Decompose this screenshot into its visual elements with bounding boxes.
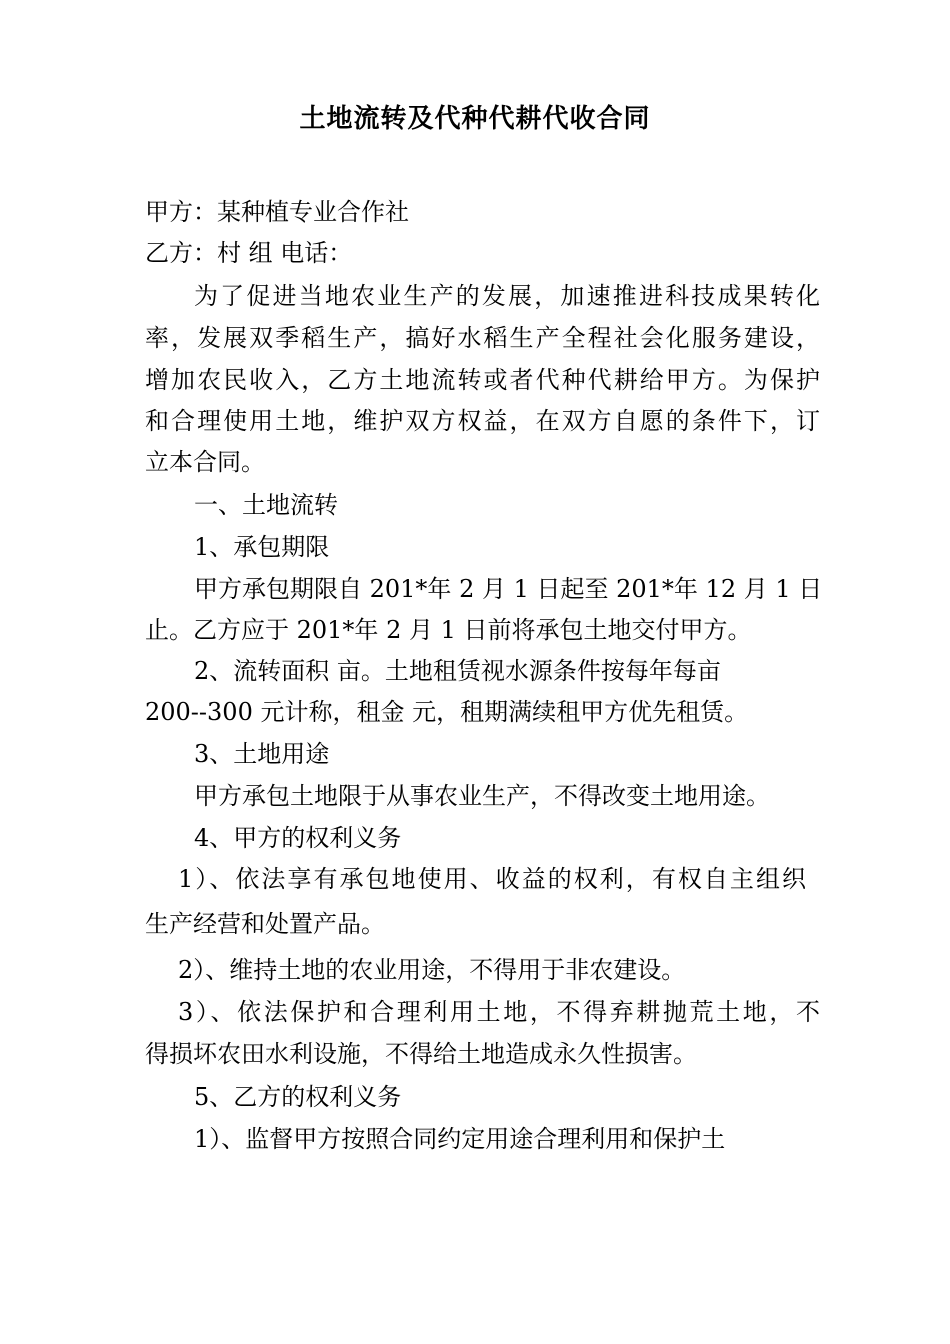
item-3-text: 甲方承包土地限于从事农业生产，不得改变土地用途。 <box>194 782 770 810</box>
item-1-line-1: 甲方承包期限自 201*年 2 月 1 日起至 201*年 12 月 1 日 <box>194 575 823 603</box>
intro-line-4: 和合理使用土地，维护双方权益，在双方自愿的条件下，订 <box>145 407 820 435</box>
item-4-3-line-2: 得损坏农田水利设施，不得给土地造成永久性损害。 <box>145 1040 697 1068</box>
document-title: 土地流转及代种代耕代收合同 <box>299 104 651 134</box>
section-1-heading: 一、土地流转 <box>194 491 338 519</box>
item-4-1-line-2: 生产经营和处置产品。 <box>145 910 385 938</box>
intro-line-1: 为了促进当地农业生产的发展，加速推进科技成果转化 <box>194 282 820 310</box>
party-b-line: 乙方：村 组 电话： <box>145 239 353 267</box>
item-2-line-2: 200--300 元计称，租金 元，租期满续租甲方优先租赁。 <box>145 698 749 726</box>
item-4-title: 4、甲方的权利义务 <box>194 824 402 852</box>
item-4-2-line: 2）、维持土地的农业用途，不得用于非农建设。 <box>178 956 686 984</box>
item-1-line-2: 止。乙方应于 201*年 2 月 1 日前将承包土地交付甲方。 <box>145 616 752 644</box>
party-a-line: 甲方：某种植专业合作社 <box>145 198 409 226</box>
intro-line-2: 率，发展双季稻生产，搞好水稻生产全程社会化服务建设， <box>145 324 820 352</box>
item-5-1-line: 1）、监督甲方按照合同约定用途合理利用和保护土 <box>194 1125 726 1153</box>
item-4-3-line-1: 3）、依法保护和合理利用土地，不得弃耕抛荒土地，不 <box>178 998 820 1026</box>
item-4-1-line-1: 1）、依法享有承包地使用、收益的权利，有权自主组织 <box>178 865 806 893</box>
item-1-title: 1、承包期限 <box>194 533 330 561</box>
item-3-title: 3、土地用途 <box>194 740 330 768</box>
item-2-line-1: 2、流转面积 亩。土地租赁视水源条件按每年每亩 <box>194 657 721 685</box>
intro-line-3: 增加农民收入，乙方土地流转或者代种代耕给甲方。为保护 <box>145 366 820 394</box>
intro-line-5: 立本合同。 <box>145 448 265 476</box>
item-5-title: 5、乙方的权利义务 <box>194 1083 402 1111</box>
